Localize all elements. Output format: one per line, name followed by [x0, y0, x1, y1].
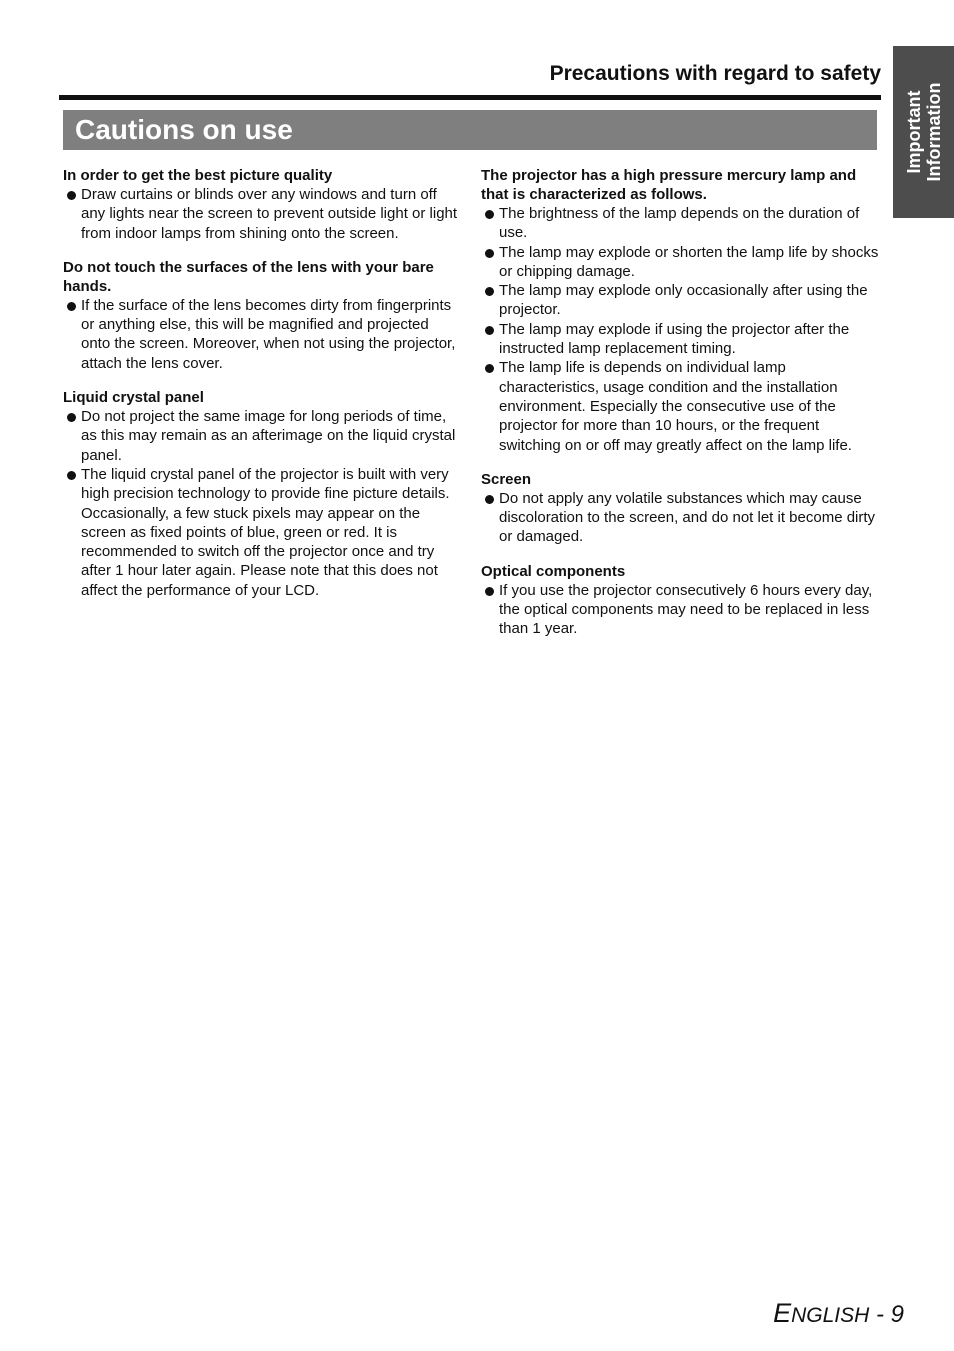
header-rule: [59, 95, 881, 100]
bullet-list: [63, 185, 458, 243]
bullet-icon: [67, 302, 76, 311]
content-block: [63, 166, 458, 243]
bullet-icon: [485, 210, 494, 219]
bullet-icon: [67, 471, 76, 480]
list-item: [63, 465, 458, 600]
bullet-icon: [485, 587, 494, 596]
bullet-list: [63, 296, 458, 373]
footer-first-letter: E: [773, 1298, 792, 1328]
title-bar: [63, 110, 877, 150]
list-item: [63, 296, 458, 373]
section-tab-line2: Information: [923, 82, 944, 182]
list-item: [481, 281, 879, 320]
list-item-text: If you use the projector consecutively 6 hours every day, the optical components may need to be replaced in less than 1 year.: [499, 581, 873, 638]
list-item-text: The brightness of the lamp depends on the duration of use.: [499, 205, 860, 242]
list-item: [481, 204, 879, 243]
section-tab-line1: Important: [903, 90, 924, 174]
list-item: [481, 489, 879, 547]
bullet-list: [481, 489, 879, 547]
page-footer: [773, 1298, 904, 1329]
bullet-icon: [485, 495, 494, 504]
list-item-text: The liquid crystal panel of the projector is built with very high precision technology to provide fine picture details. Occasionally, a few stuck pixels may appear on the screen as fixed points of blue, green or red. It is recommended to switch off the projector once and try after 1 hour later again. Please note that this does not affect the performance of your LCD.: [81, 465, 450, 599]
list-item: [481, 320, 879, 359]
block-heading: The projector has a high pressure mercury lamp and that is characterized as follows.: [481, 167, 857, 203]
section-tab: [893, 46, 954, 218]
list-item-text: If the surface of the lens becomes dirty from fingerprints or anything else, this will be magnified and projected onto the screen. Moreover, when not using the projector, attach the lens cover.: [81, 296, 456, 372]
list-item: [481, 581, 879, 639]
bullet-icon: [485, 364, 494, 373]
page-title: Cautions on use: [75, 114, 293, 145]
content-block: [481, 562, 879, 639]
bullet-list: [63, 407, 458, 600]
list-item: [481, 358, 879, 454]
list-item-text: The lamp may explode only occasionally after using the projector.: [499, 282, 868, 319]
bullet-icon: [67, 191, 76, 200]
list-item: [481, 243, 879, 282]
list-item-text: Do not apply any volatile substances which may cause discoloration to the screen, and do not let it become dirty or damaged.: [499, 489, 876, 546]
right-column: [481, 166, 879, 654]
list-item-text: Do not project the same image for long periods of time, as this may remain as an afterimage on the liquid crystal panel.: [81, 408, 456, 464]
bullet-icon: [485, 249, 494, 258]
list-item: [63, 185, 458, 243]
bullet-icon: [485, 326, 494, 335]
list-item-text: Draw curtains or blinds over any windows and turn off any lights near the screen to prevent outside light or light from indoor lamps from shining onto the screen.: [81, 186, 458, 242]
bullet-icon: [67, 413, 76, 422]
bullet-list: [481, 581, 879, 639]
list-item-text: The lamp may explode if using the projector after the instructed lamp replacement timing.: [499, 320, 850, 358]
footer-page-number: - 9: [869, 1301, 904, 1328]
block-heading: Screen: [481, 470, 532, 488]
left-column: [63, 166, 458, 615]
list-item: [63, 407, 458, 465]
block-heading: Do not touch the surfaces of the lens with your bare hands.: [63, 258, 434, 295]
content-block: [63, 258, 458, 373]
list-item-text: The lamp may explode or shorten the lamp life by shocks or chipping damage.: [499, 243, 879, 280]
footer-word: NGLISH: [791, 1304, 870, 1327]
content-block: [481, 166, 879, 455]
block-heading: Optical components: [481, 562, 626, 580]
list-item-text: The lamp life is depends on individual lamp characteristics, usage condition and the installation environment. Especially the consecutive use of the projector for more than 10 hours, or the frequent switching on or off may greatly affect on the lamp life.: [499, 359, 852, 454]
block-heading: Liquid crystal panel: [63, 389, 204, 407]
bullet-icon: [485, 287, 494, 296]
bullet-list: [481, 204, 879, 455]
content-block: [481, 470, 879, 547]
content-block: [63, 388, 458, 600]
section-header: Precautions with regard to safety: [549, 62, 881, 85]
block-heading: In order to get the best picture quality: [63, 167, 333, 184]
